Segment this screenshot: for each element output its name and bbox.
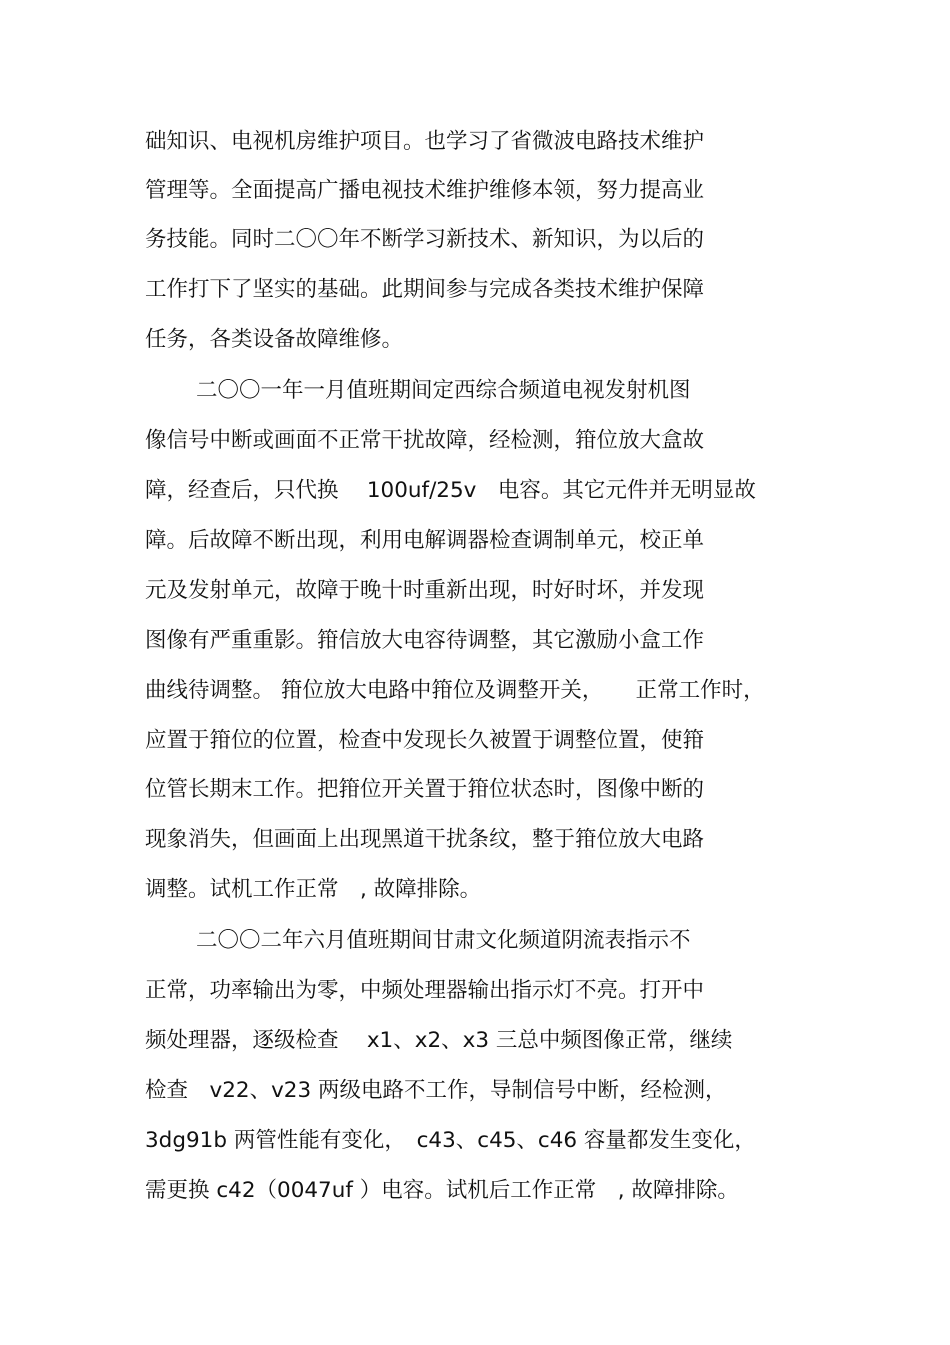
text-line-19: 频处理器，逐级检查 x1、x2、x3 三总中频图像正常，继续 xyxy=(145,1028,733,1053)
text-line-11: 图像有严重重影。箝信放大电容待调整，其它激励小盒工作 xyxy=(145,628,705,653)
text-line-16: 调整。试机工作正常 , 故障排除。 xyxy=(145,877,482,902)
text-line-12: 曲线待调整。 箝位放大电路中箝位及调整开关， 正常工作时， xyxy=(145,678,765,703)
text-line-22: 需更换 c42（0047uf ）电容。试机后工作正常 , 故障排除。 xyxy=(145,1178,739,1203)
text-line-17: 二〇〇二年六月值班期间甘肃文化频道阴流表指示不 xyxy=(196,928,691,953)
text-line-20: 检查 v22、v23 两级电路不工作，导制信号中断，经检测， xyxy=(145,1078,727,1103)
text-line-1: 础知识、电视机房维护项目。也学习了省微波电路技术维护 xyxy=(145,129,705,154)
text-line-2: 管理等。全面提高广播电视技术维护维修本领，努力提高业 xyxy=(145,178,705,203)
text-line-7: 像信号中断或画面不正常干扰故障，经检测，箝位放大盒故 xyxy=(145,428,705,453)
text-line-9: 障。后故障不断出现，利用电解调器检查调制单元，校正单 xyxy=(145,528,705,553)
text-line-18: 正常，功率输出为零，中频处理器输出指示灯不亮。打开中 xyxy=(145,978,705,1003)
text-line-21: 3dg91b 两管性能有变化， c43、c45、c46 容量都发生变化， xyxy=(145,1128,756,1153)
text-line-5: 任务，各类设备故障维修。 xyxy=(145,327,404,352)
text-line-6: 二〇〇一年一月值班期间定西综合频道电视发射机图 xyxy=(196,378,691,403)
text-line-8: 障，经查后，只代换 100uf/25v 电容。其它元件并无明显故 xyxy=(145,478,756,503)
text-line-15: 现象消失，但画面上出现黑道干扰条纹，整于箝位放大电路 xyxy=(145,827,705,852)
text-line-14: 位管长期末工作。把箝位开关置于箝位状态时，图像中断的 xyxy=(145,777,705,802)
text-line-4: 工作打下了坚实的基础。此期间参与完成各类技术维护保障 xyxy=(145,277,705,302)
text-line-3: 务技能。同时二〇〇年不断学习新技术、新知识，为以后的 xyxy=(145,227,705,252)
text-line-13: 应置于箝位的位置，检查中发现长久被置于调整位置，使箝 xyxy=(145,728,705,753)
text-line-10: 元及发射单元，故障于晚十时重新出现，时好时坏，并发现 xyxy=(145,578,705,603)
